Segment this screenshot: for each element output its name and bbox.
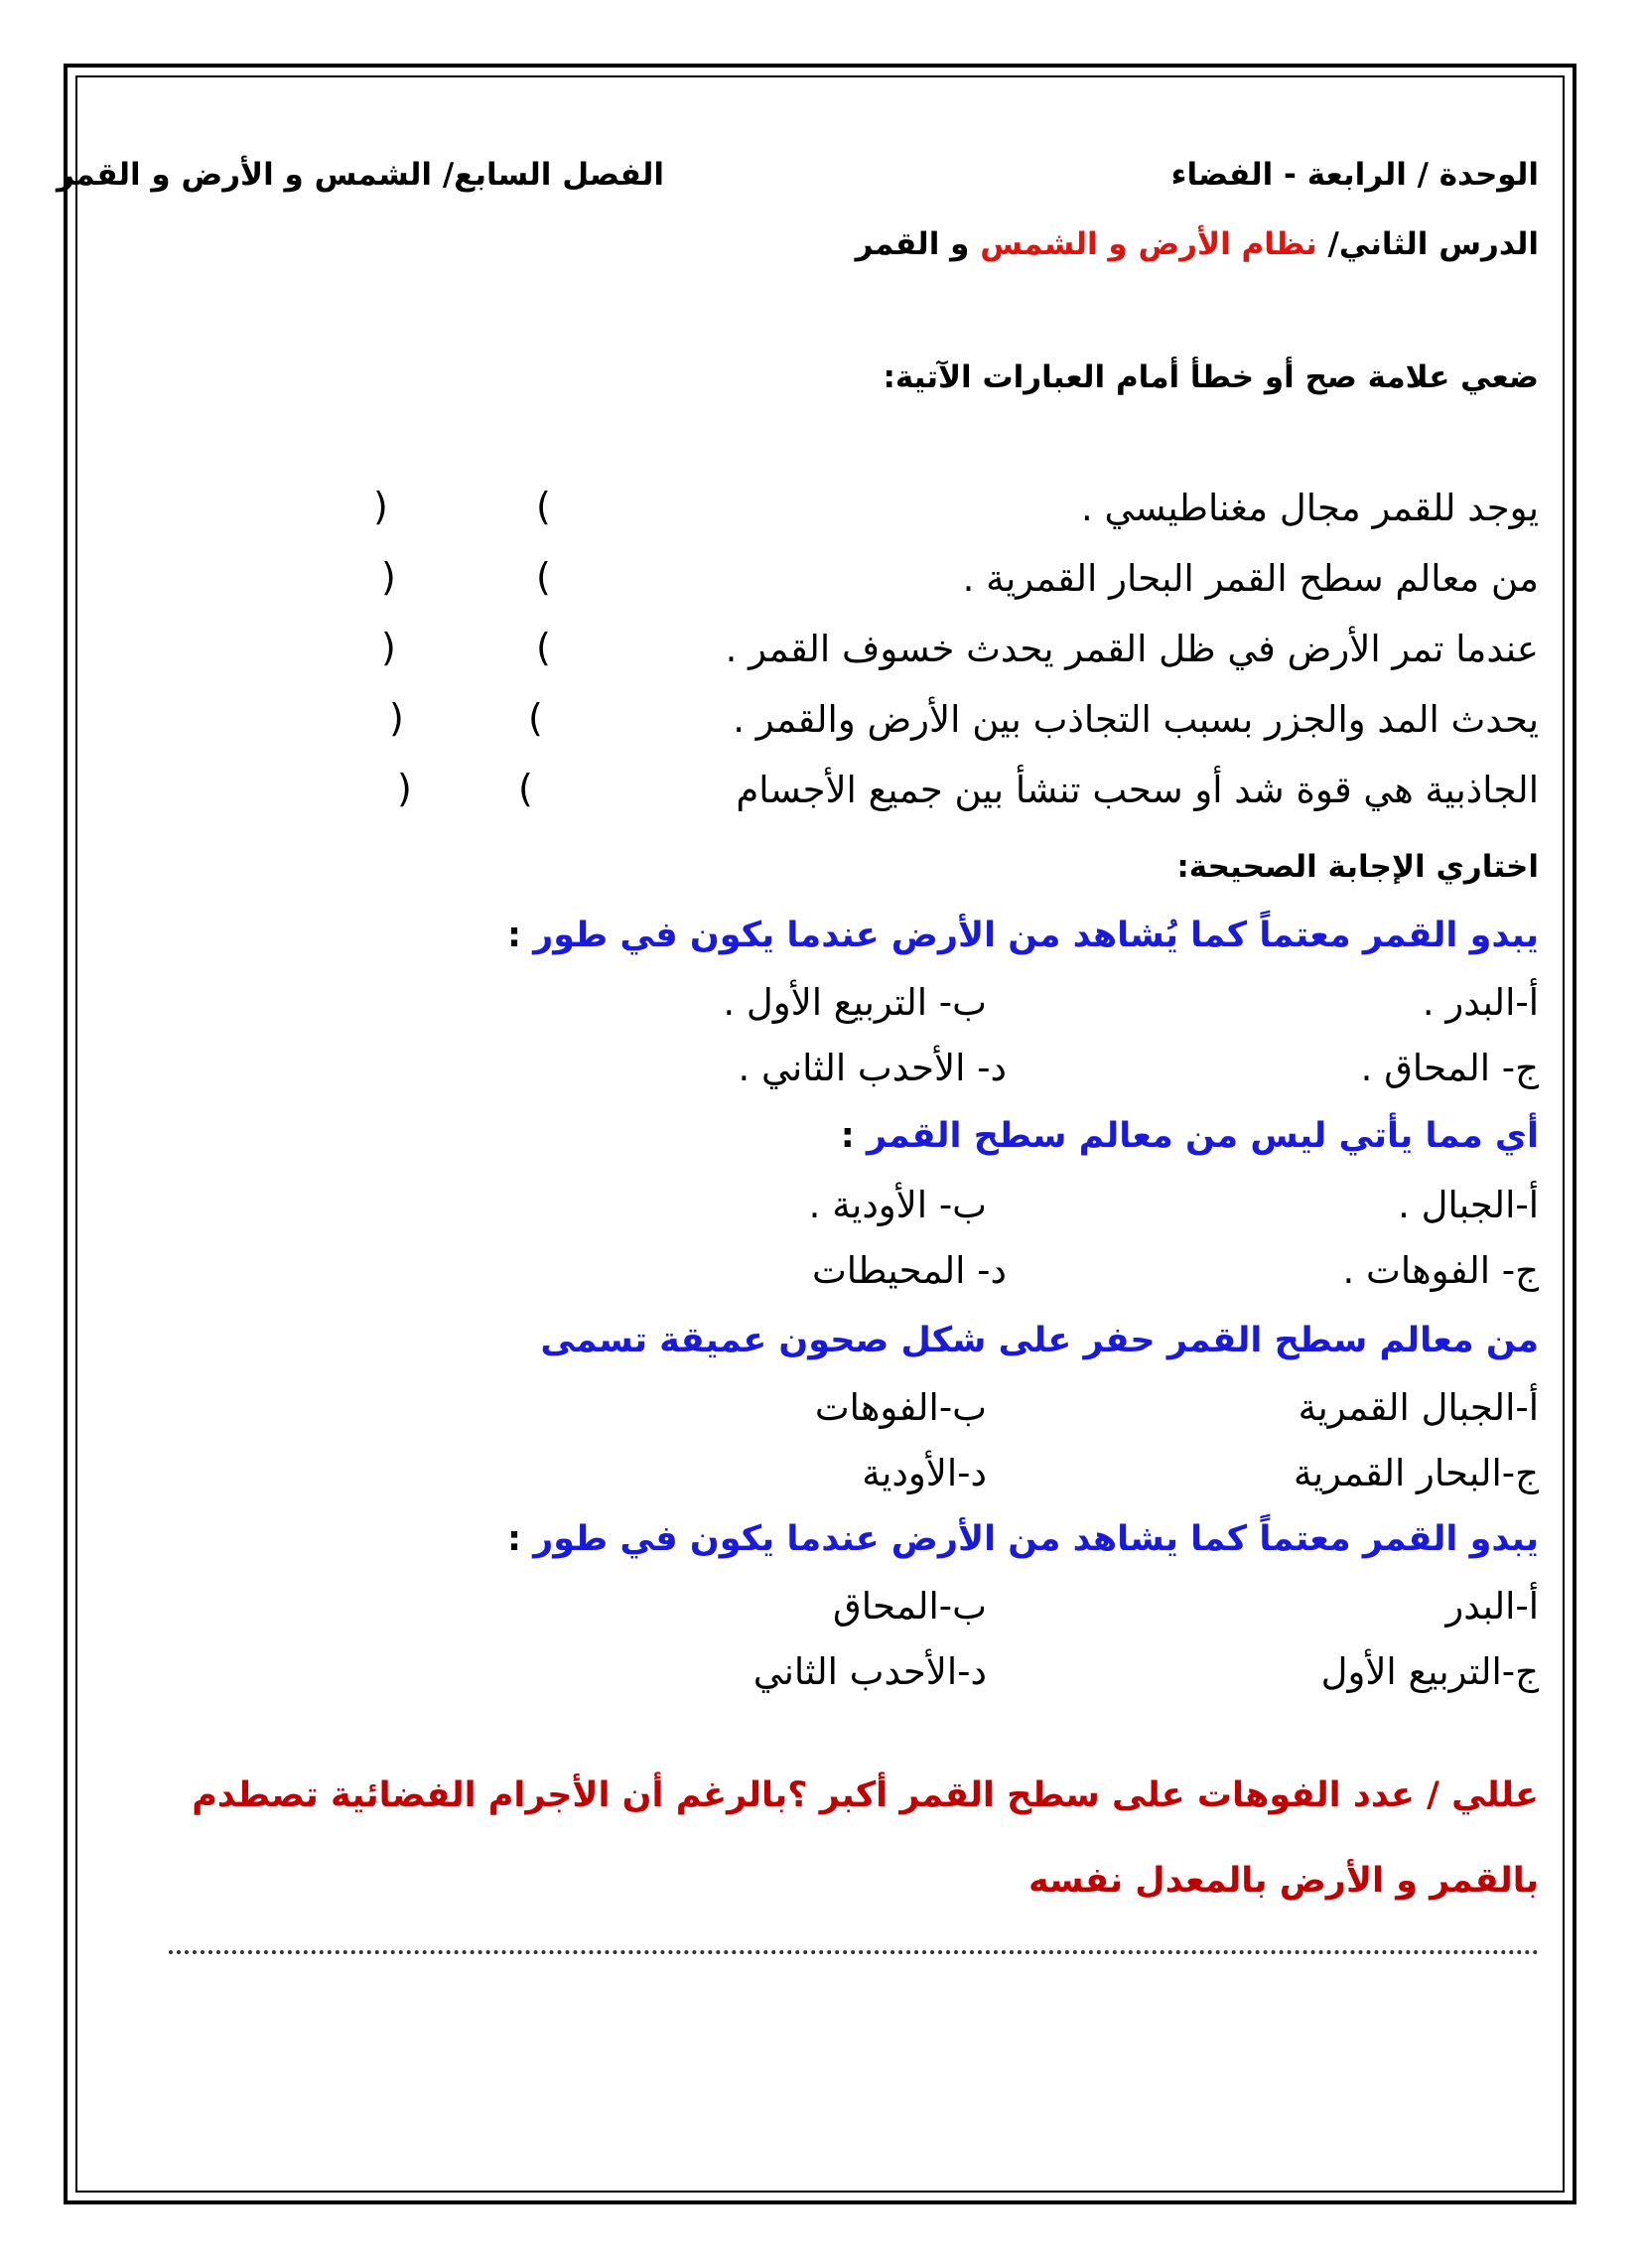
mcq-question-1-colon: : bbox=[506, 916, 521, 955]
unit-title: الوحدة / الرابعة - الفضاء bbox=[1170, 157, 1539, 193]
mcq-2-option-d[interactable]: د- المحيطات bbox=[811, 1249, 1007, 1292]
tf-statement-2: من معالم سطح القمر البحار القمرية . bbox=[962, 557, 1539, 600]
mcq-question-2-stem: أي مما يأتي ليس من معالم سطح القمر bbox=[866, 1116, 1539, 1156]
mcq-4-option-c[interactable]: ج-التربيع الأول bbox=[1320, 1650, 1539, 1693]
mcq-1-option-c[interactable]: ج- المحاق . bbox=[1360, 1047, 1539, 1089]
tf-answer-box-1-close[interactable]: ) bbox=[373, 485, 388, 528]
explain-question-line-2: بالقمر و الأرض بالمعدل نفسه bbox=[1027, 1861, 1539, 1901]
tf-answer-box-2-close[interactable]: ) bbox=[381, 555, 396, 599]
tf-answer-box-4-close[interactable]: ) bbox=[389, 696, 404, 740]
tf-answer-box-1-open[interactable]: ( bbox=[536, 485, 551, 528]
mcq-3-option-d[interactable]: د-الأودية bbox=[862, 1452, 987, 1494]
explain-question-line-1: عللي / عدد الفوهات على سطح القمر أكبر ؟بالرغم أن الأجرام الفضائية تصطدم bbox=[192, 1775, 1539, 1815]
lesson-prefix: الدرس الثاني/ bbox=[1327, 226, 1539, 262]
lesson-title bbox=[856, 226, 1539, 262]
mcq-2-option-c[interactable]: ج- الفوهات . bbox=[1342, 1249, 1539, 1292]
tf-answer-box-5-open[interactable]: ( bbox=[518, 767, 533, 810]
lesson-suffix: و القمر bbox=[855, 226, 970, 262]
tf-instruction: ضعي علامة صح أو خطأ أمام العبارات الآتية: bbox=[883, 359, 1539, 395]
tf-answer-box-3-open[interactable]: ( bbox=[536, 626, 551, 669]
mcq-3-option-b[interactable]: ب-الفوهات bbox=[814, 1386, 987, 1429]
mcq-question-4-colon: : bbox=[506, 1519, 521, 1559]
tf-statement-1: يوجد للقمر مجال مغناطيسي . bbox=[1081, 487, 1539, 529]
mcq-3-option-c[interactable]: ج-البحار القمرية bbox=[1294, 1452, 1539, 1494]
mcq-4-option-b[interactable]: ب-المحاق bbox=[833, 1585, 987, 1628]
mcq-1-option-b[interactable]: ب- التربيع الأول . bbox=[723, 981, 987, 1024]
mcq-question-4-stem: يبدو القمر معتماً كما يشاهد من الأرض عندما يكون في طور bbox=[533, 1519, 1539, 1559]
mcq-4-option-a[interactable]: أ-البدر bbox=[1445, 1585, 1539, 1628]
tf-answer-box-3-close[interactable]: ) bbox=[381, 626, 396, 669]
mcq-2-option-b[interactable]: ب- الأودية . bbox=[808, 1184, 987, 1226]
tf-statement-4: يحدث المد والجزر بسبب التجاذب بين الأرض والقمر . bbox=[733, 698, 1539, 741]
mcq-1-option-d[interactable]: د- الأحدب الثاني . bbox=[738, 1047, 1007, 1089]
mcq-3-option-a[interactable]: أ-الجبال القمرية bbox=[1298, 1386, 1539, 1429]
mcq-question-1-stem: يبدو القمر معتماً كما يُشاهد من الأرض عندما يكون في طور bbox=[533, 916, 1539, 955]
tf-statement-5: الجاذبية هي قوة شد أو سحب تنشأ بين جميع الأجسام bbox=[736, 769, 1539, 811]
tf-answer-box-5-close[interactable]: ) bbox=[397, 767, 412, 810]
mcq-question-4 bbox=[507, 1519, 1539, 1559]
mcq-question-2-colon: : bbox=[840, 1116, 855, 1156]
mcq-question-3: من معالم سطح القمر حفر على شكل صحون عميقة تسمى bbox=[540, 1321, 1539, 1360]
answer-dotted-line[interactable] bbox=[169, 1946, 1539, 1954]
mcq-question-1 bbox=[507, 916, 1539, 955]
tf-answer-box-4-open[interactable]: ( bbox=[528, 696, 543, 740]
lesson-topic-highlight: نظام الأرض و الشمس bbox=[980, 226, 1317, 262]
mcq-1-option-a[interactable]: أ-البدر . bbox=[1422, 981, 1539, 1024]
tf-answer-box-2-open[interactable]: ( bbox=[536, 555, 551, 599]
mcq-question-2 bbox=[841, 1116, 1539, 1156]
tf-statement-3: عندما تمر الأرض في ظل القمر يحدث خسوف القمر . bbox=[725, 628, 1539, 670]
mcq-instruction: اختاري الإجابة الصحيحة: bbox=[1176, 849, 1539, 885]
chapter-title: الفصل السابع/ الشمس و الأرض و القمر bbox=[57, 157, 664, 193]
mcq-2-option-a[interactable]: أ-الجبال . bbox=[1398, 1184, 1539, 1226]
mcq-4-option-d[interactable]: د-الأحدب الثاني bbox=[753, 1650, 987, 1693]
